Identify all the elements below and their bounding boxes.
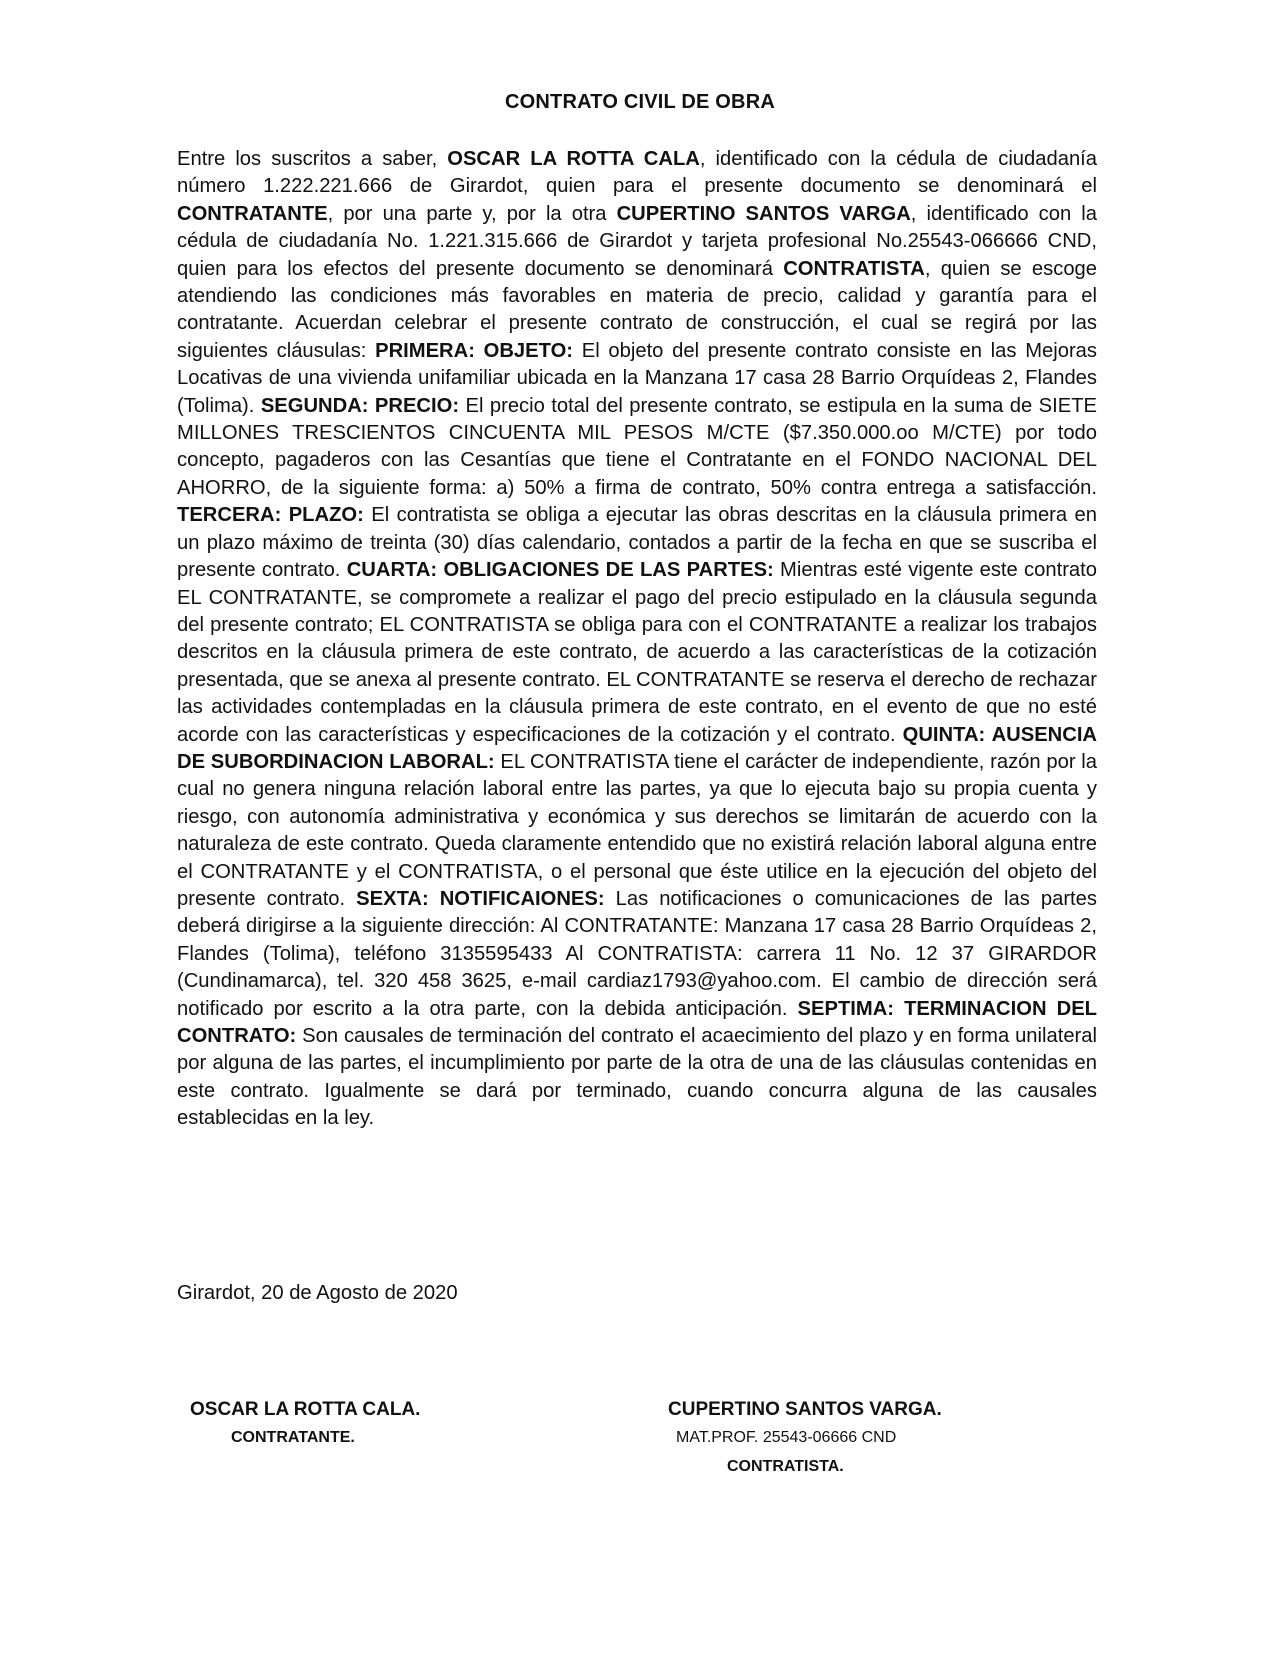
- signing-date: Girardot, 20 de Agosto de 2020: [177, 1282, 458, 1304]
- clause-heading: CONTRATISTA: [783, 257, 925, 280]
- contratista-matricula: MAT.PROF. 25543-06666 CND: [676, 1429, 897, 1446]
- clause-heading: SEXTA: NOTIFICAIONES:: [356, 887, 605, 910]
- clause-heading: TERCERA: PLAZO:: [177, 504, 364, 527]
- body-segment: Entre los suscritos a saber,: [177, 148, 448, 170]
- body-segment: El objeto del presente contrato consiste en las Mejoras Locativas de una vivienda unifamiliar ubicada en la Manzana 17 casa 28 Barrio Orquídeas 2, Flandes (Tolima).: [177, 339, 1097, 417]
- body-segment: Son causales de terminación del contrato el acaecimiento del plazo y en forma unilateral por alguna de las partes, el incumplimiento por parte de la otra de una de las cláusulas contenidas en este contrato. Igualmente se dará por terminado, cuando concurra alguna de las causales establecidas en la ley.: [177, 1025, 1097, 1130]
- contratista-name: CUPERTINO SANTOS VARGA.: [668, 1399, 942, 1420]
- contract-body: [177, 146, 1097, 1133]
- clause-heading: QUINTA: AUSENCIA DE SUBORDINACION LABORAL:: [177, 723, 1098, 773]
- body-segment: El contratista se obliga a ejecutar las obras descritas en la cláusula primera en un plazo máximo de treinta (30) días calendario, contados a partir de la fecha en que se suscriba el presente contrato.: [177, 504, 1097, 582]
- clause-heading: OSCAR LA ROTTA CALA: [447, 148, 700, 170]
- body-segment: , por una parte y, por la otra: [327, 202, 617, 225]
- document-title: CONTRATO CIVIL DE OBRA: [505, 91, 775, 113]
- clause-heading: CUARTA: OBLIGACIONES DE LAS PARTES:: [346, 559, 774, 582]
- clause-heading: CONTRATANTE: [177, 202, 328, 225]
- body-segment: , identificado con la cédula de ciudadanía número 1.222.221.666 de Girardot, quien para el presente documento se denominará el: [177, 148, 1098, 198]
- clause-heading: CUPERTINO SANTOS VARGA: [616, 202, 911, 225]
- body-segment: El precio total del presente contrato, se estipula en la suma de SIETE MILLONES TRESCIENTOS CINCUENTA MIL PESOS M/CTE ($7.350.000.oo M/CTE) por todo concepto, pagaderos con las Cesantías que tiene el Contratante en el FONDO NACIONAL DEL AHORRO, de la siguiente forma: a) 50% a firma de contrato, 50% contra entrega a satisfacción.: [177, 394, 1098, 499]
- contratante-name: OSCAR LA ROTTA CALA.: [190, 1399, 421, 1420]
- body-segment: , quien se escoge atendiendo las condiciones más favorables en materia de precio, calidad y garantía para el contratante. Acuerdan celebrar el presente contrato de construcción, el cual se regirá por las siguientes cláusulas:: [177, 257, 1098, 362]
- body-segment: , identificado con la cédula de ciudadanía No. 1.221.315.666 de Girardot y tarjeta profesional No.25543-066666 CND, quien para los efectos del presente documento se denominará: [177, 202, 1098, 280]
- clause-heading: SEGUNDA: PRECIO:: [260, 394, 460, 417]
- clause-heading: SEPTIMA: TERMINACION DEL CONTRATO:: [177, 997, 1097, 1047]
- contratante-role: CONTRATANTE.: [231, 1429, 355, 1446]
- clause-heading: PRIMERA: OBJETO:: [375, 339, 574, 362]
- body-segment: Las notificaciones o comunicaciones de las partes deberá dirigirse a la siguiente dirección: Al CONTRATANTE: Manzana 17 casa 28 Barrio Orquídeas 2, Flandes (Tolima), teléfono 3135595433 Al CONTRATISTA: carrera 11 No. 12 37 GIRARDOR (Cundinamarca), tel. 320 458 3625, e-mail cardiaz1793@yahoo.com. El cambio de dirección será notificado por escrito a la otra parte, con la debida anticipación.: [177, 887, 1097, 1020]
- body-segment: Mientras esté vigente este contrato EL CONTRATANTE, se compromete a realizar el pago del precio estipulado en la cláusula segunda del presente contrato; EL CONTRATISTA se obliga para con el CONTRATANTE a realizar los trabajos descritos en la cláusula primera de este contrato, de acuerdo a las características de la cotización presentada, que se anexa al presente contrato. EL CONTRATANTE se reserva el derecho de rechazar las actividades contempladas en la cláusula primera de este contrato, en el evento de que no esté acorde con las características y especificaciones de la cotización y el contrato.: [177, 559, 1097, 746]
- contratista-role: CONTRATISTA.: [727, 1458, 844, 1475]
- body-segment: EL CONTRATISTA tiene el carácter de independiente, razón por la cual no genera ninguna relación laboral entre las partes, ya que lo ejecuta bajo su propia cuenta y riesgo, con autonomía administrativa y económica y sus derechos se limitarán de acuerdo con la naturaleza de este contrato. Queda claramente entendido que no existirá relación laboral alguna entre el CONTRATANTE y el CONTRATISTA, o el personal que éste utilice en la ejecución del objeto del presente contrato.: [177, 750, 1097, 910]
